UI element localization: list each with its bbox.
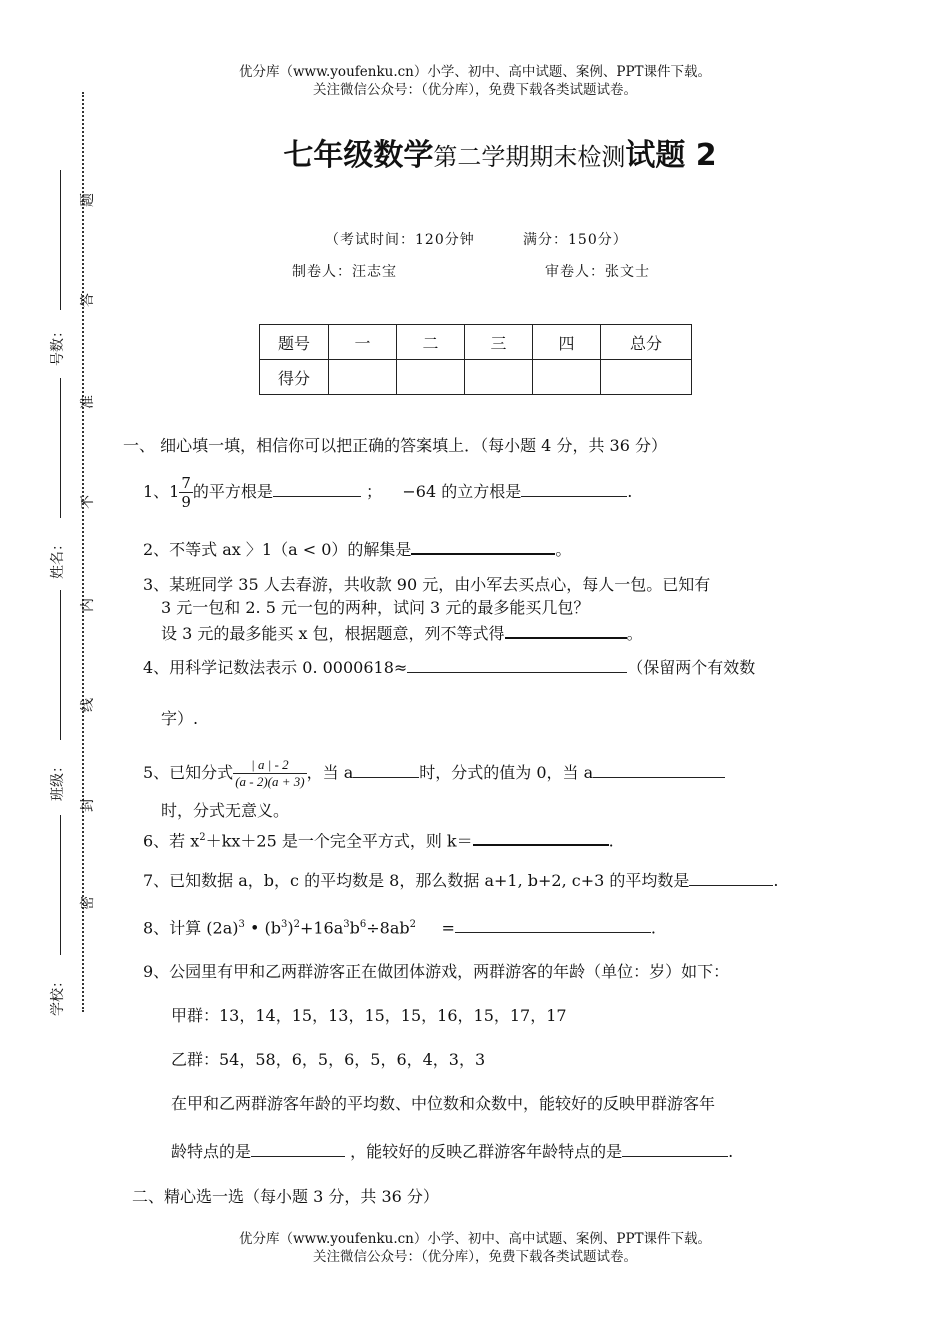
title-part-3: 试题 2 xyxy=(625,138,717,173)
question-9-line-1: 9、公园里有甲和乙两群游客正在做团体游戏，两群游客的年龄（单位：岁）如下： xyxy=(143,962,730,981)
seal-char: 准 xyxy=(80,395,96,409)
q5-text-c: 时，分式的值为 0，当 a xyxy=(419,763,594,782)
score-cell[interactable] xyxy=(329,360,397,395)
question-7 xyxy=(143,870,778,892)
q5-frac-den: (a - 2)(a + 3) xyxy=(235,774,305,789)
q9-blank-1[interactable] xyxy=(251,1142,345,1157)
q8-text-d: +16a xyxy=(299,918,344,938)
q1-blank-1[interactable] xyxy=(273,482,361,497)
question-1 xyxy=(143,470,632,514)
question-4 xyxy=(143,657,755,679)
binding-line xyxy=(60,815,61,955)
q6-text-b: ＋kx＋25 是一个完全平方式，则 k＝ xyxy=(205,831,473,851)
q1-frac-den: 9 xyxy=(181,493,191,511)
score-row-label: 得分 xyxy=(260,360,329,395)
q1-end: . xyxy=(627,482,633,501)
q1-frac-num: 7 xyxy=(181,474,191,492)
q3-blank[interactable] xyxy=(505,623,627,639)
question-2 xyxy=(143,539,571,561)
q5-blank-1[interactable] xyxy=(353,763,419,778)
score-header-cell: 一 xyxy=(329,325,397,360)
seal-char: 答 xyxy=(80,293,96,307)
q5-frac-num: | a | - 2 xyxy=(233,757,306,774)
q8-text-e: b xyxy=(349,918,360,938)
question-3-line-2: 3 元一包和 2. 5 元一包的两种，试问 3 元的最多能买几包？ xyxy=(161,598,590,617)
side-label-name: 姓名： xyxy=(50,537,66,579)
q8-eq: = xyxy=(441,918,455,938)
seal-char: 不 xyxy=(80,495,96,509)
side-label-school: 学校： xyxy=(50,974,66,1016)
q4-text-b: （保留两个有效数 xyxy=(627,658,756,677)
footer-line-1: 优分库（www.youfenku.cn）小学、初中、高中试题、案例、PPT课件下载。 xyxy=(238,1231,712,1247)
q4-blank[interactable] xyxy=(407,658,627,673)
question-4-line-2: 字）. xyxy=(161,709,199,728)
title-part-2: 第二学期期末检测 xyxy=(433,143,626,171)
q2-blank[interactable] xyxy=(411,539,555,555)
q1-text-a: 的平方根是 xyxy=(192,482,273,501)
score-cell[interactable] xyxy=(533,360,601,395)
q8-blank[interactable] xyxy=(455,918,651,933)
section-1-title: 一、 细心填一填，相信你可以把正确的答案填上．（每小题 4 分，共 36 分） xyxy=(123,436,667,455)
q1-sep: ； xyxy=(366,482,383,501)
q1-number: 1、1 xyxy=(143,482,180,501)
seal-char: 密 xyxy=(80,896,96,910)
question-5-line-2: 时，分式无意义。 xyxy=(161,801,290,820)
score-header-cell: 四 xyxy=(533,325,601,360)
header-line-2: 关注微信公众号：（优分库），免费下载各类试题试卷。 xyxy=(313,82,637,98)
score-header-cell: 二 xyxy=(397,325,465,360)
seal-char: 内 xyxy=(80,598,96,612)
q5-text-b: ，当 a xyxy=(306,763,354,782)
q9-text-a: 龄特点的是 xyxy=(171,1142,252,1161)
q7-blank[interactable] xyxy=(689,871,773,886)
binding-line xyxy=(60,378,61,518)
q8-end: . xyxy=(650,918,656,938)
q8-text-c: ) xyxy=(287,918,294,938)
q8-text-b: • (b xyxy=(244,918,281,938)
binding-line xyxy=(60,590,61,740)
question-9-group-yi: 乙群：54，58，6，5，6，5，6，4，3，3 xyxy=(171,1050,486,1069)
seal-char: 题 xyxy=(80,193,96,207)
question-3-line-1: 3、某班同学 35 人去春游，共收款 90 元，由小军去买点心，每人一包。已知有 xyxy=(143,575,711,594)
q9-text-b: ，能较好的反映乙群游客年龄特点的是 xyxy=(350,1142,623,1161)
q7-end: . xyxy=(773,871,779,890)
seal-char: 线 xyxy=(80,698,96,712)
q5-fraction xyxy=(233,757,306,790)
q8-text-a: 8、计算 (2a) xyxy=(143,918,239,938)
q2-end: 。 xyxy=(555,540,572,559)
side-label-number: 号数： xyxy=(50,324,66,366)
full-score: 满分：150分） xyxy=(523,232,628,248)
binding-line xyxy=(60,170,61,310)
score-cell[interactable] xyxy=(601,360,692,395)
side-label-class: 班级： xyxy=(50,759,66,801)
q3-end: 。 xyxy=(626,624,643,643)
q5-blank-2[interactable] xyxy=(593,763,725,778)
section-2-title: 二、精心选一选（每小题 3 分，共 36 分） xyxy=(132,1187,439,1206)
q6-blank[interactable] xyxy=(473,830,609,846)
page-title xyxy=(0,130,950,174)
q3-text: 设 3 元的最多能买 x 包，根据题意，列不等式得 xyxy=(161,624,505,643)
score-header-cell: 总分 xyxy=(601,325,692,360)
q2-text: 2、不等式 ax 〉1（a < 0）的解集是 xyxy=(143,540,412,559)
seal-char: 封 xyxy=(80,798,96,812)
question-6: 6、若 $x^2+kx+25$ 是一个完全平方式，则 k＝ . xyxy=(143,831,614,851)
q1-fraction xyxy=(179,474,193,511)
exam-time: （考试时间：120分钟 xyxy=(325,232,475,248)
q8-text-f: ÷8ab xyxy=(366,918,410,938)
q6-text-a: 6、若 x xyxy=(143,831,200,851)
q4-text-a: 4、用科学记数法表示 0. 0000618≈ xyxy=(143,658,408,677)
score-header-cell: 题号 xyxy=(260,325,329,360)
title-part-1: 七年级数学 xyxy=(283,138,434,173)
score-cell[interactable] xyxy=(397,360,465,395)
q6-end: . xyxy=(608,831,614,851)
score-cell[interactable] xyxy=(465,360,533,395)
binding-dotted-line xyxy=(82,92,84,1012)
question-9-line-4: 在甲和乙两群游客年龄的平均数、中位数和众数中，能较好的反映甲群游客年 xyxy=(171,1094,716,1113)
q7-text: 7、已知数据 a，b，c 的平均数是 8，那么数据 a+1, b+2, c+3 的平均数是 xyxy=(143,871,690,890)
question-3-line-3 xyxy=(161,623,643,645)
question-9-line-5 xyxy=(171,1141,733,1163)
paper-maker: 制卷人：汪志宝 xyxy=(292,264,397,280)
question-5 xyxy=(143,751,725,795)
paper-reviewer: 审卷人：张文士 xyxy=(545,264,650,280)
question-8: 8、计算 $(2a)^3$ • $(b^3)^2+16a^3b^6\div 8ab^2$ = . xyxy=(143,918,656,938)
footer-line-2: 关注微信公众号：（优分库），免费下载各类试题试卷。 xyxy=(313,1249,637,1265)
q9-blank-2[interactable] xyxy=(622,1142,728,1157)
score-table xyxy=(259,324,692,395)
header-line-1: 优分库（www.youfenku.cn）小学、初中、高中试题、案例、PPT课件下载。 xyxy=(238,64,712,80)
q1-text-b: −64 的立方根是 xyxy=(402,482,522,501)
score-header-cell: 三 xyxy=(465,325,533,360)
q5-text-a: 5、已知分式 xyxy=(143,763,234,782)
question-9-group-jia: 甲群：13，14，15，13，15，15，16，15，17，17 xyxy=(171,1006,567,1025)
q1-blank-2[interactable] xyxy=(521,482,627,497)
q9-end: . xyxy=(728,1142,734,1161)
